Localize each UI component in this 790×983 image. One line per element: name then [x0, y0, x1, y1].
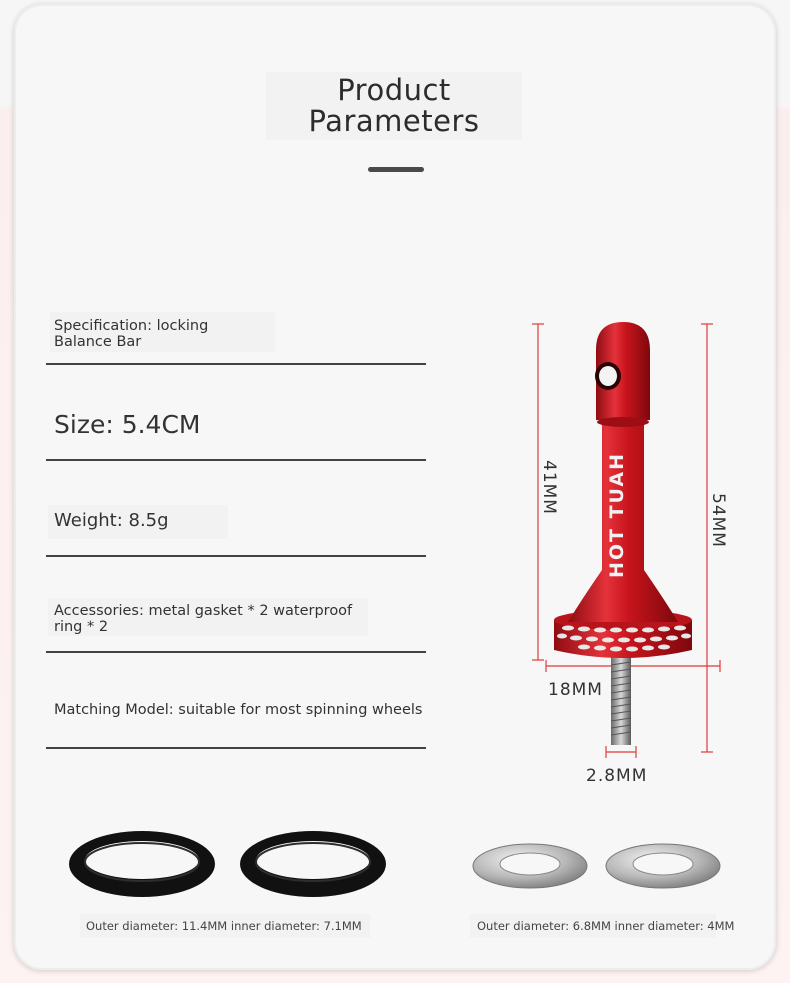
title-line-2: Parameters	[308, 104, 480, 138]
spec-size: Size: 5.4CM	[54, 410, 201, 439]
title-underline	[368, 167, 424, 172]
dimension-height-total: 54MM	[708, 493, 728, 548]
product-brand-text: HOT TUAH	[606, 452, 628, 579]
divider	[46, 747, 426, 749]
accessories-images	[60, 820, 740, 900]
divider	[46, 459, 426, 461]
lanyard-hole-inner	[599, 366, 617, 386]
spec-accessories: Accessories: metal gasket * 2 waterproof ring * 2	[54, 603, 353, 635]
spec-weight: Weight: 8.5g	[54, 510, 169, 531]
divider	[46, 363, 426, 365]
spec-specification: Specification: locking Balance Bar	[54, 318, 209, 350]
washer-caption: Outer diameter: 6.8MM inner diameter: 4MM	[477, 919, 735, 933]
spec-matching-model: Matching Model: suitable for most spinning wheels	[54, 702, 423, 718]
neck-ring	[597, 417, 649, 427]
dimension-base-width: 18MM	[548, 680, 603, 700]
title-line-1: Product	[337, 73, 451, 107]
o-ring-1	[69, 831, 215, 897]
washer-1	[473, 844, 587, 888]
o-ring-caption: Outer diameter: 11.4MM inner diameter: 7.1MM	[86, 919, 362, 933]
o-ring-2	[240, 831, 386, 897]
page-title	[266, 72, 522, 140]
dimension-height-short: 41MM	[539, 460, 559, 515]
washer-2	[606, 844, 720, 888]
divider	[46, 555, 426, 557]
divider	[46, 651, 426, 653]
dimension-screw-width: 2.8MM	[586, 766, 648, 786]
